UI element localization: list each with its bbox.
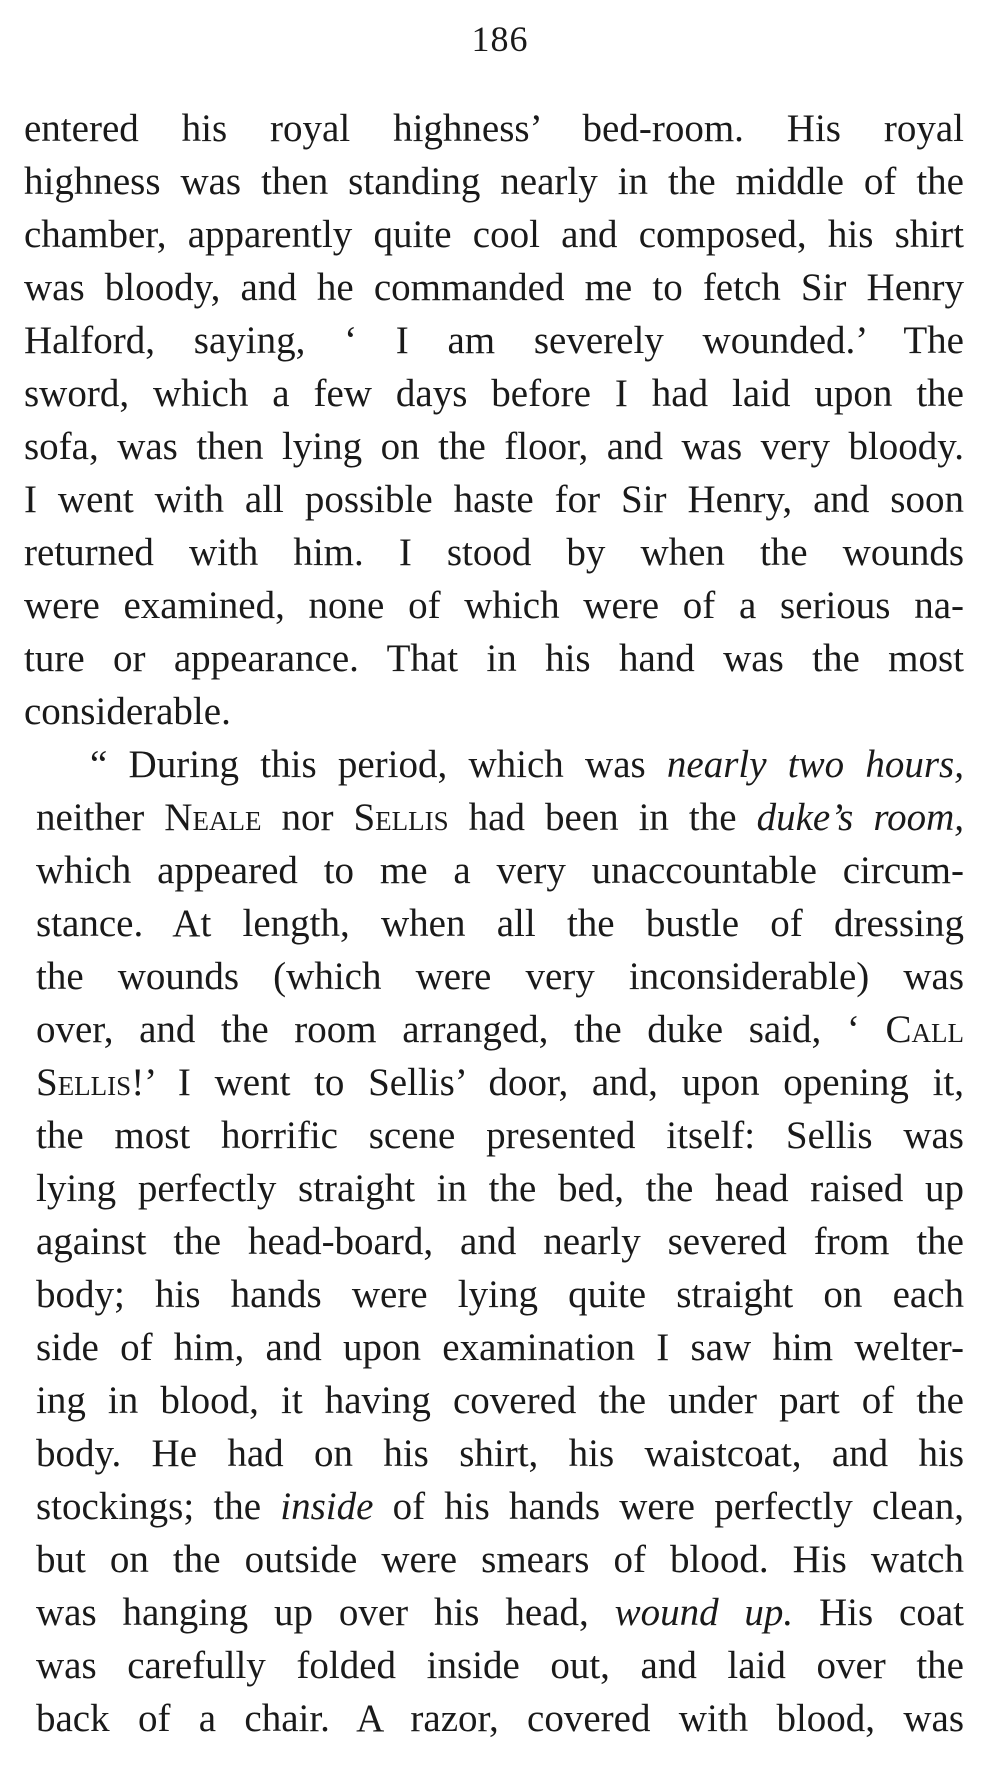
text-line — [24, 1003, 964, 1056]
text-run: of his hands were perfectly clean, — [373, 1485, 964, 1528]
text-line — [24, 738, 964, 791]
text-line: body; his hands were lying quite straight on each — [36, 1273, 964, 1316]
text-run: neither — [36, 796, 165, 839]
text-line: body. He had on his shirt, his waistcoat, and his — [36, 1432, 964, 1475]
name-sellis: Sellis — [353, 796, 449, 839]
text-line: was bloody, and he commanded me to fetch Sir Henry — [24, 266, 964, 309]
text-run: was hanging up over his head, — [36, 1591, 615, 1634]
text-line: the most horrific scene presented itself: Sellis was — [36, 1114, 964, 1157]
text-line: side of him, and upon examination I saw him welter- — [36, 1326, 964, 1369]
page-number: 186 — [471, 19, 529, 59]
body-text — [24, 102, 964, 1745]
text-line: entered his royal highness’ bed-room. His royal — [24, 107, 964, 150]
text-line: were examined, none of which were of a serious na- — [24, 584, 964, 627]
text-line — [24, 791, 964, 844]
text-line: back of a chair. A razor, covered with blood, was — [36, 1697, 964, 1740]
text-run: “ During this period, which was — [90, 743, 667, 786]
text-line: returned with him. I stood by when the wounds — [24, 531, 964, 574]
text-run: nor — [261, 796, 354, 839]
text-line — [24, 1056, 964, 1109]
name-neale: Neale — [164, 796, 262, 839]
text-line: stance. At length, when all the bustle of dressing — [36, 902, 964, 945]
emphasis: duke’s room, — [756, 796, 964, 839]
text-line: ing in blood, it having covered the under part of the — [36, 1379, 964, 1422]
text-line: but on the outside were smears of blood. His watch — [36, 1538, 964, 1581]
text-line: sword, which a few days before I had laid upon the — [24, 372, 964, 415]
text-line: considerable. — [24, 690, 231, 733]
emphasis: inside — [280, 1485, 374, 1528]
text-line — [24, 1586, 964, 1639]
text-line: ture or appearance. That in his hand was the most — [24, 637, 964, 680]
text-line: Halford, saying, ‘ I am severely wounded.’ The — [24, 319, 964, 362]
text-line — [24, 1480, 964, 1533]
text-line: highness was then standing nearly in the middle of the — [24, 160, 964, 203]
emphasis: wound up. — [614, 1591, 794, 1634]
text-line: which appeared to me a very unaccountable circum- — [36, 849, 964, 892]
name-sellis: Sellis — [36, 1061, 132, 1104]
text-line: I went with all possible haste for Sir Henry, and soon — [24, 478, 964, 521]
text-run: His coat — [793, 1591, 964, 1634]
text-line: the wounds (which were very inconsiderable) was — [36, 955, 964, 998]
text-run: stockings; the — [36, 1485, 281, 1528]
paragraph-2 — [24, 738, 964, 1745]
text-line: chamber, apparently quite cool and composed, his shirt — [24, 213, 964, 256]
call-text: Call — [885, 1008, 964, 1051]
text-line: sofa, was then lying on the floor, and was very bloody. — [24, 425, 964, 468]
text-line: was carefully folded inside out, and laid over the — [36, 1644, 964, 1687]
text-run: !’ I went to Sellis’ door, and, upon opening it, — [131, 1061, 964, 1104]
text-run: had been in the — [448, 796, 757, 839]
text-line: lying perfectly straight in the bed, the head raised up — [36, 1167, 964, 1210]
emphasis: nearly two hours, — [666, 743, 964, 786]
text-line: against the head-board, and nearly severed from the — [36, 1220, 964, 1263]
text-run: over, and the room arranged, the duke said, ‘ — [36, 1008, 886, 1051]
paragraph-1 — [24, 102, 964, 738]
